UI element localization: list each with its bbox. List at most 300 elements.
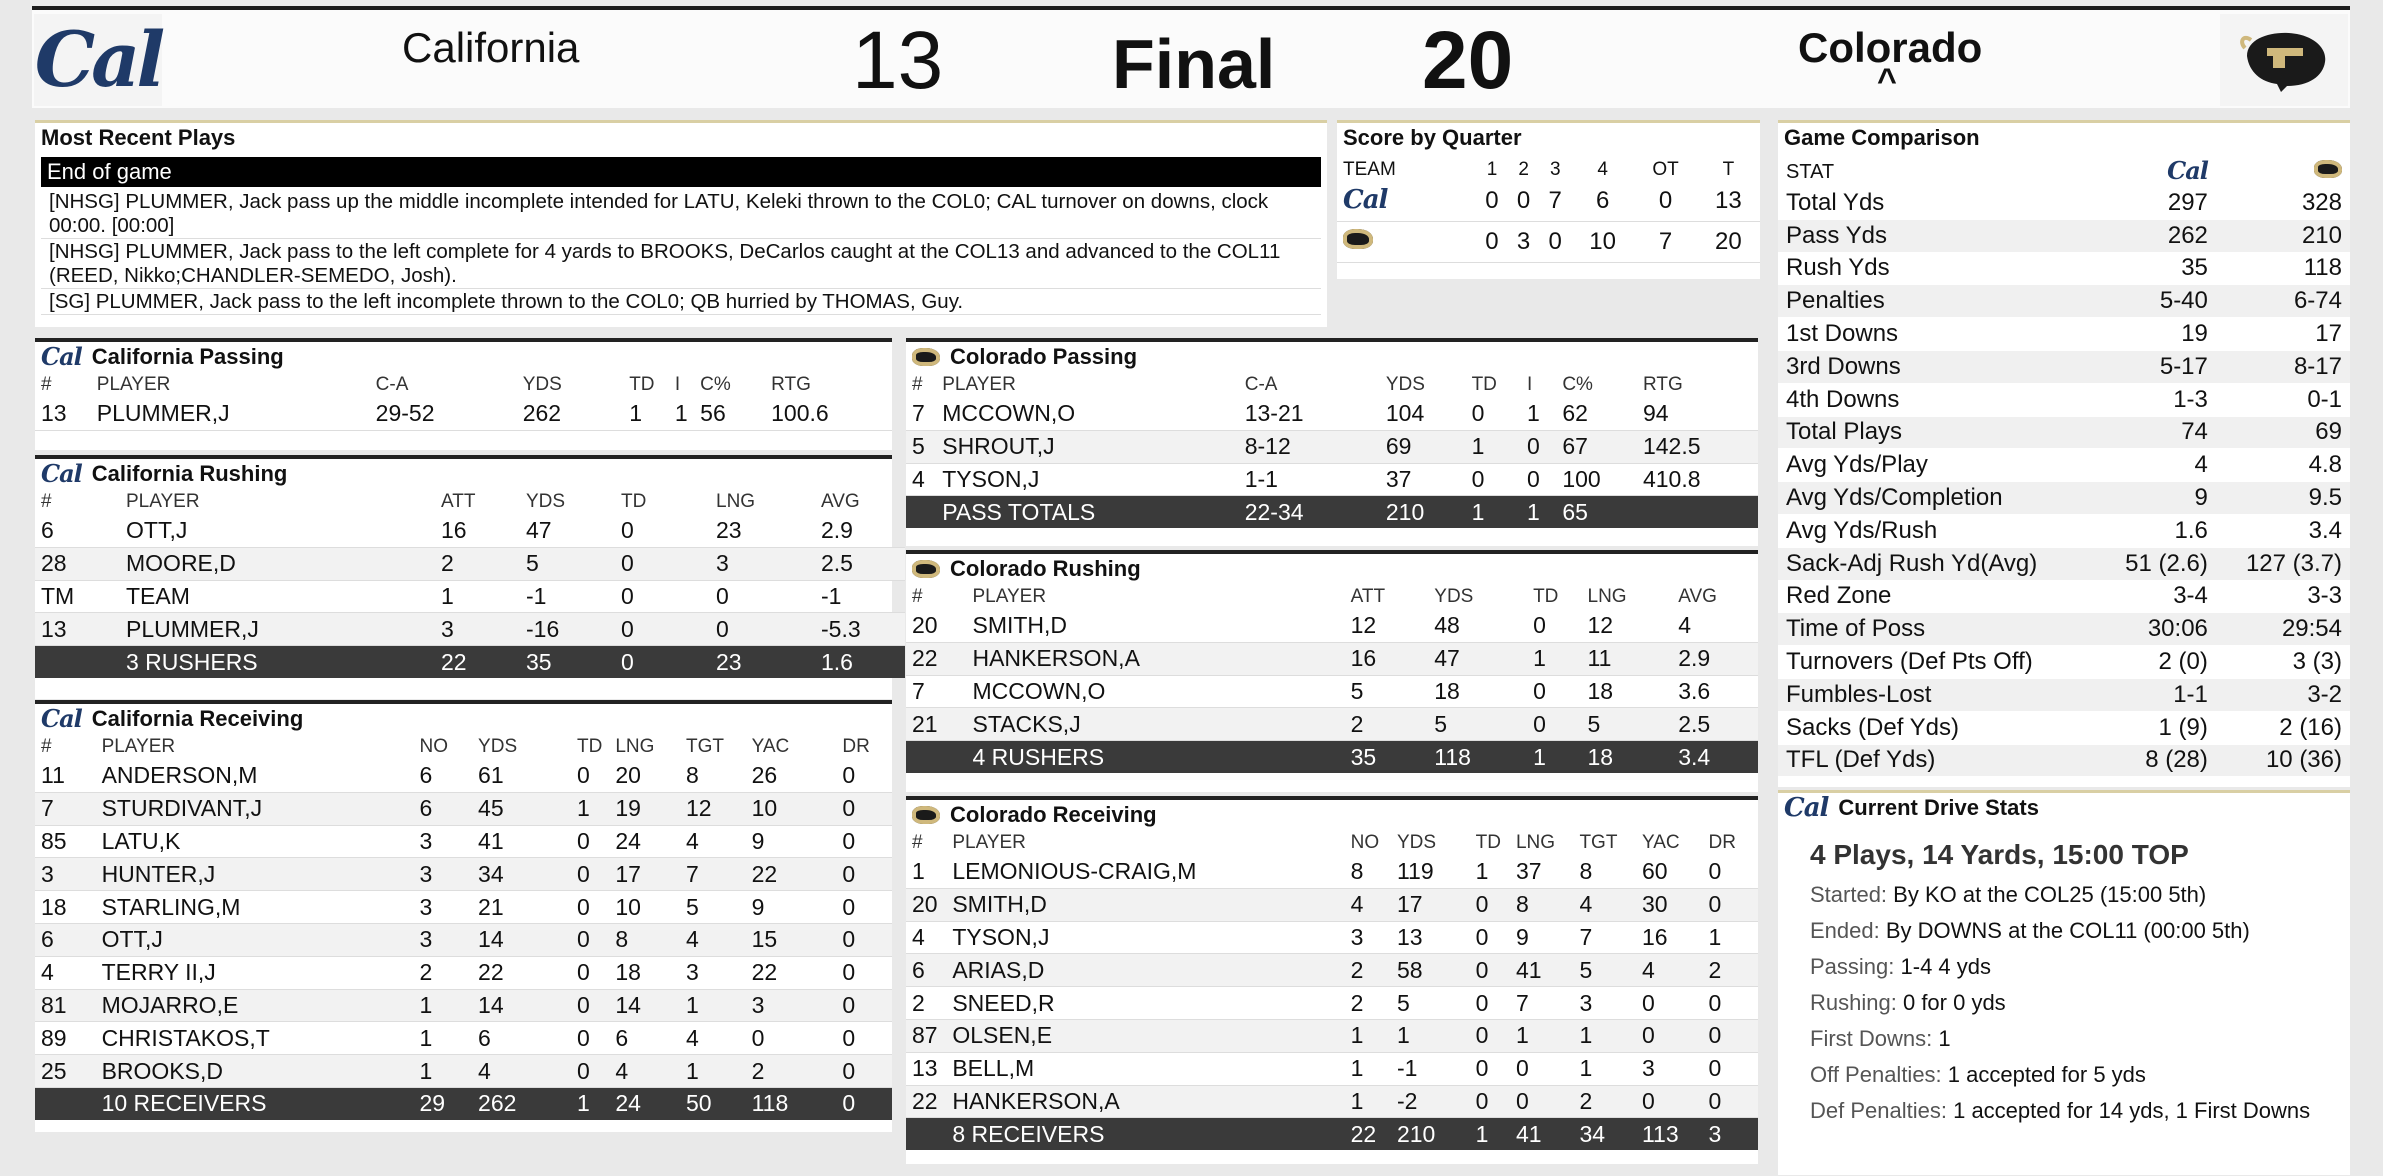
play-item: [NHSG] PLUMMER, Jack pass to the left complete for 4 yards to BROOKS, DeCarlos caught at the COL13 and advanced to the COL11 (REED, Nikko;CHANDLER-SEMEDO, Josh).: [41, 239, 1321, 289]
section-title: [906, 342, 1758, 372]
stat-value: 4.8: [2216, 449, 2350, 482]
table-cell: 12: [1582, 610, 1673, 642]
section-title-text: Colorado Passing: [950, 344, 1138, 369]
table-cell: 17: [1391, 888, 1470, 921]
quarter-row: [1337, 181, 1760, 222]
total-cell: 18: [1582, 741, 1673, 773]
table-cell: 11: [35, 760, 96, 792]
table-cell: 3: [1573, 987, 1636, 1020]
quarter-header: TEAM: [1343, 159, 1396, 180]
table-cell: 4: [906, 921, 946, 954]
table-cell: 0: [1470, 1085, 1510, 1118]
table-cell: 4: [1636, 954, 1703, 987]
table-cell: PLUMMER,J: [91, 398, 370, 430]
stat-value: 9.5: [2216, 482, 2350, 515]
table-cell: 62: [1556, 398, 1637, 430]
table-cell: LEMONIOUS-CRAIG,M: [946, 856, 1344, 888]
table-cell: 12: [680, 792, 746, 825]
table-cell: 16: [1345, 642, 1429, 675]
table-cell: 0: [1470, 888, 1510, 921]
table-cell: OTT,J: [120, 515, 435, 547]
column-header: PLAYER: [952, 832, 1026, 853]
table-cell: 1: [680, 989, 746, 1022]
table-row: [35, 858, 892, 891]
total-cell: 41: [1510, 1118, 1574, 1150]
table-cell: 0: [571, 1022, 609, 1055]
table-cell: 21: [906, 708, 966, 741]
stat-value: 118: [2216, 252, 2350, 285]
stat-label: Turnovers (Def Pts Off): [1778, 646, 2098, 679]
table-cell: 0: [1510, 1052, 1574, 1085]
stat-value: 0-1: [2216, 383, 2350, 416]
table-cell: 0: [571, 1055, 609, 1088]
stat-value: 1-1: [2098, 678, 2216, 711]
stat-label: Rush Yds: [1778, 252, 2098, 285]
column-header: AVG: [821, 491, 860, 512]
caret-up-icon[interactable]: ^: [1877, 62, 1897, 100]
table-cell: BELL,M: [946, 1052, 1344, 1085]
table-cell: 24: [609, 825, 680, 858]
total-cell: 118: [746, 1087, 837, 1119]
total-cell: 3 RUSHERS: [120, 646, 435, 678]
table-row: [906, 463, 1758, 496]
table-cell: 2.9: [1672, 642, 1758, 675]
table-cell: 9: [746, 825, 837, 858]
total-row: [906, 496, 1758, 528]
table-cell: 0: [746, 1022, 837, 1055]
stat-value: 17: [2216, 318, 2350, 351]
table-cell: 3: [1345, 921, 1391, 954]
table-row: [906, 610, 1758, 642]
table-row: [906, 1052, 1758, 1085]
stat-value: 3 (3): [2216, 646, 2350, 679]
buffalo-icon: [2237, 26, 2331, 94]
total-cell: 23: [710, 646, 815, 678]
table-cell: LATU,K: [96, 825, 414, 858]
table-cell: PLUMMER,J: [120, 613, 435, 646]
column-header: YDS: [1434, 586, 1474, 607]
cal-logo[interactable]: [34, 14, 162, 106]
quarter-score: 7: [1539, 181, 1571, 222]
scoreboard: [32, 6, 2350, 108]
table-cell: OLSEN,E: [946, 1019, 1344, 1052]
table-cell: 0: [571, 760, 609, 792]
stat-table: [906, 584, 1758, 773]
column-header: #: [41, 736, 52, 757]
stat-value: 10 (36): [2216, 744, 2350, 777]
table-cell: 410.8: [1637, 463, 1758, 496]
table-cell: 14: [472, 989, 571, 1022]
table-cell: 61: [472, 760, 571, 792]
section-title-text: Colorado Rushing: [950, 556, 1141, 581]
comparison-row: [1778, 219, 2350, 252]
table-cell: 1: [680, 1055, 746, 1088]
table-cell: 1: [1573, 1052, 1636, 1085]
table-cell: 0: [1470, 987, 1510, 1020]
recent-plays-title: Most Recent Plays: [41, 125, 236, 150]
table-cell: 119: [1391, 856, 1470, 888]
table-cell: 142.5: [1637, 430, 1758, 463]
table-row: [906, 1085, 1758, 1118]
table-cell: 7: [906, 675, 966, 708]
table-cell: 22: [906, 1085, 946, 1118]
total-cell: 22: [435, 646, 520, 678]
total-cell: 4 RUSHERS: [966, 741, 1344, 773]
table-cell: 81: [35, 989, 96, 1022]
table-cell: 7: [680, 858, 746, 891]
comparison-row: [1778, 252, 2350, 285]
table-row: [906, 708, 1758, 741]
table-cell: 2.5: [815, 547, 905, 580]
table-row: [906, 675, 1758, 708]
table-cell: 2: [435, 547, 520, 580]
table-cell: 16: [435, 515, 520, 547]
table-row: [906, 987, 1758, 1020]
table-cell: 1: [1527, 642, 1581, 675]
buffalo-icon: [912, 348, 940, 366]
total-cell: 210: [1391, 1118, 1470, 1150]
table-cell: 0: [1702, 987, 1758, 1020]
stat-label: 3rd Downs: [1778, 350, 2098, 383]
total-cell: 118: [1428, 741, 1527, 773]
table-cell: OTT,J: [96, 923, 414, 956]
quarter-score: 0: [1634, 181, 1696, 222]
table-cell: 0: [1636, 1019, 1703, 1052]
drive-stat: [1778, 949, 2350, 985]
quarter-header: 3: [1549, 159, 1561, 180]
table-cell: 28: [35, 547, 120, 580]
table-cell: MOORE,D: [120, 547, 435, 580]
table-cell: SMITH,D: [966, 610, 1344, 642]
total-cell: 50: [680, 1087, 746, 1119]
table-cell: 0: [1702, 888, 1758, 921]
table-cell: 4: [906, 463, 936, 496]
table-cell: 8: [1345, 856, 1391, 888]
table-cell: 0: [1510, 1085, 1574, 1118]
total-cell: [35, 1087, 96, 1119]
table-cell: 15: [746, 923, 837, 956]
table-cell: 6: [472, 1022, 571, 1055]
total-cell: [906, 741, 966, 773]
table-cell: 37: [1380, 463, 1466, 496]
play-header: End of game: [41, 157, 1321, 187]
total-cell: 10 RECEIVERS: [96, 1087, 414, 1119]
col-receiving-panel: [906, 796, 1758, 1164]
table-cell: 0: [1466, 398, 1521, 430]
drive-stat: [1778, 1021, 2350, 1057]
stat-value: 30:06: [2098, 613, 2216, 646]
column-header: RTG: [1642, 374, 1683, 395]
column-header: RTG: [771, 374, 811, 395]
column-header: I: [1527, 374, 1533, 395]
table-cell: 3: [710, 547, 815, 580]
quarter-score: 3: [1508, 222, 1540, 263]
table-cell: 17: [609, 858, 680, 891]
table-row: [35, 891, 892, 924]
table-cell: 9: [746, 891, 837, 924]
buffalo-logo[interactable]: [2220, 14, 2348, 106]
column-header: ATT: [1350, 586, 1386, 607]
table-row: [906, 398, 1758, 430]
quarter-header: OT: [1652, 159, 1679, 180]
table-cell: 1: [1345, 1085, 1391, 1118]
column-header: TD: [1471, 374, 1497, 395]
total-cell: [906, 1118, 946, 1150]
drive-stat-label: Off Penalties:: [1810, 1062, 1942, 1087]
table-cell: 89: [35, 1022, 96, 1055]
table-cell: MOJARRO,E: [96, 989, 414, 1022]
quarter-score: 7: [1634, 222, 1696, 263]
table-cell: 18: [1582, 675, 1673, 708]
team-logo: [1337, 222, 1476, 263]
table-cell: 1: [1466, 430, 1521, 463]
stat-label: Time of Poss: [1778, 613, 2098, 646]
current-drive-panel: [1778, 790, 2350, 1175]
table-cell: 3: [1636, 1052, 1703, 1085]
table-cell: 4: [1573, 888, 1636, 921]
quarter-score: 6: [1571, 181, 1634, 222]
table-row: [906, 888, 1758, 921]
stat-value: 1.6: [2098, 514, 2216, 547]
total-cell: 1: [1470, 1118, 1510, 1150]
table-cell: 0: [615, 580, 710, 613]
table-cell: 6: [609, 1022, 680, 1055]
column-header: TD: [576, 736, 603, 757]
home-score: 13: [852, 15, 944, 106]
column-header: C%: [700, 374, 731, 395]
comparison-row: [1778, 350, 2350, 383]
table-cell: 7: [1573, 921, 1636, 954]
table-cell: 5: [520, 547, 615, 580]
stat-label: Red Zone: [1778, 580, 2098, 613]
table-cell: 5: [1573, 954, 1636, 987]
column-header: #: [912, 586, 923, 607]
total-cell: 1: [1521, 496, 1556, 528]
cal-rushing-panel: [35, 455, 892, 699]
table-cell: 3: [746, 989, 837, 1022]
table-cell: 0: [836, 760, 892, 792]
table-cell: 0: [1521, 430, 1556, 463]
drive-stat: [1778, 1057, 2350, 1093]
drive-stat-label: Def Penalties:: [1810, 1098, 1947, 1123]
total-cell: 113: [1636, 1118, 1703, 1150]
table-cell: 14: [472, 923, 571, 956]
table-cell: 1: [571, 792, 609, 825]
table-cell: 6: [35, 923, 96, 956]
stat-value: 2 (0): [2098, 646, 2216, 679]
table-cell: 0: [836, 825, 892, 858]
table-cell: 4: [35, 956, 96, 989]
table-cell: SMITH,D: [946, 888, 1344, 921]
stat-value: 5-40: [2098, 285, 2216, 318]
cal-logo-small: Cal: [2167, 156, 2208, 185]
column-header: NO: [1350, 832, 1380, 853]
comparison-row: [1778, 514, 2350, 547]
stat-value: 69: [2216, 416, 2350, 449]
table-cell: 3: [414, 891, 473, 924]
buffalo-icon: [912, 806, 940, 824]
table-cell: 8: [1573, 856, 1636, 888]
table-cell: TYSON,J: [936, 463, 1238, 496]
table-cell: 0: [836, 858, 892, 891]
table-cell: 8: [680, 760, 746, 792]
table-cell: 7: [906, 398, 936, 430]
table-cell: 0: [836, 1022, 892, 1055]
quarter-header: 1: [1486, 159, 1498, 180]
column-header: DR: [1708, 832, 1736, 853]
table-cell: 0: [1702, 1019, 1758, 1052]
table-cell: -1: [1391, 1052, 1470, 1085]
table-cell: 0: [1636, 987, 1703, 1020]
comparison-row: [1778, 285, 2350, 318]
cal-logo-small: Cal: [1343, 185, 1388, 215]
stat-value: 3-4: [2098, 580, 2216, 613]
table-cell: 25: [35, 1055, 96, 1088]
table-cell: 9: [1510, 921, 1574, 954]
table-row: [906, 1019, 1758, 1052]
table-cell: 30: [1636, 888, 1703, 921]
table-row: [35, 923, 892, 956]
table-cell: 0: [710, 613, 815, 646]
table-cell: 0: [1636, 1085, 1703, 1118]
table-cell: 0: [1702, 1052, 1758, 1085]
table-cell: 12: [1345, 610, 1429, 642]
section-title: [35, 704, 892, 734]
table-cell: 2: [1702, 954, 1758, 987]
cal-receiving-panel: [35, 700, 892, 1132]
column-header: LNG: [615, 736, 655, 757]
stat-table: [906, 372, 1758, 528]
total-cell: [906, 496, 936, 528]
game-status: Final: [1112, 25, 1276, 103]
table-cell: 5: [1391, 987, 1470, 1020]
section-title-text: California Rushing: [91, 461, 288, 486]
comparison-row: [1778, 383, 2350, 416]
column-header: #: [912, 832, 923, 853]
drive-stat: [1778, 913, 2350, 949]
column-header: #: [912, 374, 923, 395]
table-cell: 67: [1556, 430, 1637, 463]
drive-stat-value: By KO at the COL25 (15:00 5th): [1893, 882, 2207, 907]
table-cell: 4: [680, 1022, 746, 1055]
table-cell: 18: [609, 956, 680, 989]
column-header: C-A: [375, 374, 409, 395]
total-cell: 1: [1527, 741, 1581, 773]
table-row: [35, 825, 892, 858]
cal-logo-small: Cal: [1784, 793, 1829, 823]
table-cell: -1: [815, 580, 905, 613]
table-cell: 6: [906, 954, 946, 987]
total-row: [35, 1087, 892, 1119]
column-header: PLAYER: [126, 491, 200, 512]
column-header: PLAYER: [942, 374, 1016, 395]
total-cell: [35, 646, 120, 678]
table-cell: 0: [1702, 856, 1758, 888]
home-team-name: California: [402, 24, 580, 71]
total-cell: 0: [836, 1087, 892, 1119]
stat-label: Total Plays: [1778, 416, 2098, 449]
column-header: AVG: [1678, 586, 1717, 607]
quarter-score: 0: [1476, 181, 1508, 222]
table-cell: 4: [1345, 888, 1391, 921]
total-cell: 3.4: [1672, 741, 1758, 773]
stat-value: 35: [2098, 252, 2216, 285]
stat-label: 1st Downs: [1778, 318, 2098, 351]
table-row: [35, 515, 905, 547]
table-cell: 3: [435, 613, 520, 646]
col-rushing-panel: [906, 550, 1758, 792]
drive-stat-label: First Downs:: [1810, 1026, 1933, 1051]
col-passing-panel: [906, 338, 1758, 546]
table-cell: 0: [710, 580, 815, 613]
table-cell: 1: [414, 989, 473, 1022]
column-header: YAC: [751, 736, 790, 757]
column-header: TD: [1475, 832, 1501, 853]
table-cell: 1: [1510, 1019, 1574, 1052]
cal-passing-panel: [35, 338, 892, 450]
table-cell: 3: [414, 825, 473, 858]
comparison-row: [1778, 678, 2350, 711]
table-cell: 2: [1573, 1085, 1636, 1118]
quarter-header: 4: [1597, 159, 1608, 180]
table-cell: 48: [1428, 610, 1527, 642]
table-cell: 41: [472, 825, 571, 858]
table-cell: STURDIVANT,J: [96, 792, 414, 825]
stat-table: [906, 830, 1758, 1150]
table-cell: 2: [1345, 954, 1391, 987]
stat-value: 8 (28): [2098, 744, 2216, 777]
stat-value: 74: [2098, 416, 2216, 449]
quarter-header: T: [1722, 159, 1735, 180]
drive-stat-label: Started:: [1810, 882, 1888, 907]
comparison-row: [1778, 646, 2350, 679]
table-cell: 20: [609, 760, 680, 792]
table-cell: 6: [414, 792, 473, 825]
buffalo-icon: [1343, 229, 1373, 249]
table-cell: 2.5: [1672, 708, 1758, 741]
stat-value: 1-3: [2098, 383, 2216, 416]
table-row: [35, 792, 892, 825]
table-cell: 0: [1470, 921, 1510, 954]
table-cell: 1: [906, 856, 946, 888]
table-row: [35, 613, 905, 646]
quarter-score: 0: [1508, 181, 1540, 222]
column-header: PLAYER: [96, 374, 171, 395]
table-cell: 13: [35, 613, 120, 646]
drive-stat-value: By DOWNS at the COL11 (00:00 5th): [1885, 918, 2250, 943]
table-cell: HUNTER,J: [96, 858, 414, 891]
section-title-text: California Passing: [91, 344, 284, 369]
table-row: [35, 956, 892, 989]
table-cell: 37: [1510, 856, 1574, 888]
table-cell: 60: [1636, 856, 1703, 888]
game-comparison-panel: [1778, 120, 2350, 787]
table-cell: 20: [906, 610, 966, 642]
recent-plays-panel: [35, 120, 1327, 327]
table-row: [35, 989, 892, 1022]
table-cell: 2: [746, 1055, 837, 1088]
cal-logo-small: Cal: [41, 459, 82, 488]
table-cell: 2: [906, 987, 946, 1020]
total-cell: 35: [1345, 741, 1429, 773]
table-cell: 94: [1637, 398, 1758, 430]
column-header: #: [41, 491, 52, 512]
stat-value: 5-17: [2098, 350, 2216, 383]
stat-label: Total Yds: [1778, 187, 2098, 219]
table-cell: ARIAS,D: [946, 954, 1344, 987]
table-cell: TM: [35, 580, 120, 613]
comparison-row: [1778, 580, 2350, 613]
